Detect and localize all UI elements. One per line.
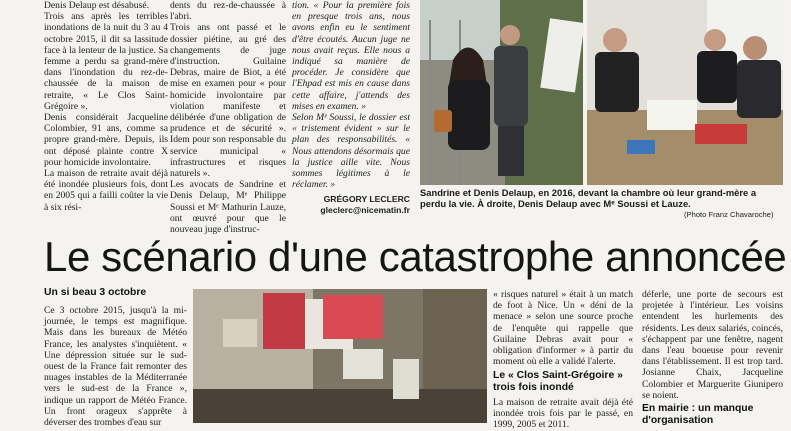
paragraph: Les avocats de Sandrine et Denis Delaup, Mᵉ Philippe Soussi et Mᵉ Mathurin Lauze, ont œuvré pour que le nouveau juge d'instruc- — [170, 179, 286, 236]
paragraph: Selon Mᵉ Soussi, le dossier est « tristement évident » sur le plan des responsabilités. « Nous attendons désormais que la justice aille vite. Nous sommes légitimes à le réclamer. » — [292, 112, 410, 191]
article-column-2: « risques naturel » était à un match de foot à Nice. Un « déni de la menace » selon une source proche de l'enquête qui rappelle que Guilaine Debras avait pour « obligation d'informer » à partir du moment où elle a validé l'alerte. — [493, 289, 633, 368]
signature — [292, 194, 410, 216]
author-email: gleclerc@nicematin.fr — [320, 205, 410, 215]
photo-couple-illustration — [420, 0, 583, 185]
headline: Le scénario d'une catastrophe annoncée — [44, 233, 787, 280]
paragraph: Trois ans ont passé et le dossier piétine, au gré des changements de juge d'instruction. Guilaine Debras, maire de Biot, a été mise en examen pour « pour homicide involontaire par violation manifeste et délibérée d'une obligation de prudence et de sécurité ». Idem pour son responsable du service municipal « infrastructures et risques naturels ». — [170, 22, 286, 180]
paragraph: Trois ans après les terribles inondations de la nuit du 3 au 4 octobre 2015, il dit sa lassitude face à la lenteur de la justice. Sa femme a perdu sa grand-mère dans l'inondation du rez-de-chaussée de la maison de retraite, « Le Clos Saint-Grégoire ». — [44, 11, 168, 112]
photo-caption: Sandrine et Denis Delaup, en 2016, devant la chambre où leur grand-mère a perdu la vie. À droite, Denis Delaup avec Mᵉ Soussi et Lauze. — [420, 187, 757, 210]
author-name: GRÉGORY LECLERC — [323, 194, 410, 204]
top-middle-column — [170, 0, 286, 236]
paragraph: Denis Delaup est désabusé. — [44, 0, 149, 11]
photo-flooded-room-illustration — [193, 289, 487, 423]
photo-couple — [420, 0, 583, 185]
paragraph: Denis considérait Jacqueline Colombier, 91 ans, comme sa propre grand-mère. Depuis, ils ont déposé plainte contre X pour homicide involontaire. — [44, 112, 168, 168]
top-left-column — [44, 0, 168, 218]
photo-meeting-illustration — [587, 0, 783, 185]
photo-credit: (Photo Franz Chavaroche) — [684, 210, 774, 219]
article-column-1: Ce 3 octobre 2015, jusqu'à la mi-journée, le temps est magnifique. Mais dans les bureaux de Météo France, les analystes s'inquiètent. « Une dépression située sur le sud-ouest de la France fait remonter des nuages instables de la Méditerranée vers le sud-est de la France », indique un rapport de Météo France. Un front orageux s'apprête à déverser des trombes d'eau sur — [44, 305, 187, 429]
top-right-column — [292, 0, 410, 191]
subhead-town-hall: En mairie : un manque d'organisation — [642, 403, 754, 426]
paragraph: tion. « Pour la première fois en presque trois ans, nous avons enfin eu le sentiment d'être écoutés. Aucun juge ne nous avait reçus. Elle nous a indiqué sa manière de procéder. Je considère que l'Ehpad est mis en cause dans cette affaire, j'attends des mises en examen. » — [292, 0, 410, 112]
article-column-2-continued: La maison de retraite avait déjà été inondée trois fois par le passé, en 1999, 2005 et 2011. — [493, 397, 633, 431]
paragraph: dents du rez-de-chaussée à l'abri. — [170, 0, 286, 23]
subhead-clos-saint-gregoire: Le « Clos Saint-Grégoire » trois fois inondé — [493, 370, 623, 393]
subhead-beautiful-day: Un si beau 3 octobre — [44, 287, 147, 298]
article-column-3: déferle, une porte de secours est projetée à l'intérieur. Les voisins entendent les hurlements des résidents. Les deux salariés, coincés, s'échappent par une fenêtre, nagent dans l'eau boueuse pour revenir dans l'établissement. Il est trop tard. Josianne Chaix, Jacqueline Colombier et Marguerite Giunipero se noient. — [642, 289, 783, 401]
photo-meeting — [587, 0, 783, 185]
paragraph: La maison de retraite avait déjà été inondée plusieurs fois, dont en 2005 qui a failli coûter la vie à six rési- — [44, 168, 168, 213]
photo-flooded-room — [193, 289, 487, 423]
